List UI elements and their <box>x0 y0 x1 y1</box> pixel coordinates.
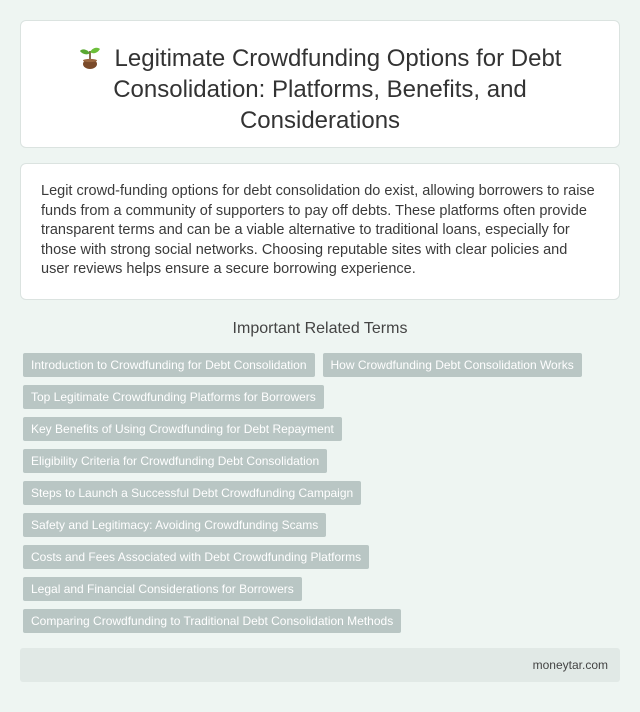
tag-row <box>23 577 623 601</box>
related-terms-heading: Important Related Terms <box>232 320 408 337</box>
related-term-tag[interactable]: Key Benefits of Using Crowdfunding for Debt Repayment <box>23 417 342 441</box>
related-term-tag[interactable]: Introduction to Crowdfunding for Debt Consolidation <box>23 353 315 377</box>
tag-row <box>23 481 623 505</box>
tag-row <box>23 609 623 633</box>
footer <box>20 648 620 682</box>
related-terms-list <box>23 353 623 641</box>
related-term-tag[interactable]: Costs and Fees Associated with Debt Crowdfunding Platforms <box>23 545 369 569</box>
related-term-tag[interactable]: How Crowdfunding Debt Consolidation Works <box>323 353 582 377</box>
related-term-tag[interactable]: Top Legitimate Crowdfunding Platforms for Borrowers <box>23 385 324 409</box>
related-term-tag[interactable]: Legal and Financial Considerations for Borrowers <box>23 577 302 601</box>
page-title <box>51 43 589 136</box>
page-title-text: Legitimate Crowdfunding Options for Debt Consolidation: Platforms, Benefits, and Considerations <box>113 45 562 134</box>
sprout-icon <box>79 45 101 69</box>
related-term-tag[interactable]: Eligibility Criteria for Crowdfunding Debt Consolidation <box>23 449 327 473</box>
tag-row <box>23 385 623 409</box>
tag-row <box>23 545 623 569</box>
footer-site-link[interactable]: moneytar.com <box>532 658 608 672</box>
tag-row <box>23 353 623 377</box>
tag-row <box>23 449 623 473</box>
summary-text: Legit crowd-funding options for debt consolidation do exist, allowing borrowers to raise funds from a community of supporters to pay off debts. These platforms often provide transparent terms and can be a viable alternative to traditional loans, especially for those with strong social networks. Choosing reputable sites with clear policies and user reviews helps ensure a secure borrowing experience. <box>41 183 595 278</box>
related-term-tag[interactable]: Safety and Legitimacy: Avoiding Crowdfunding Scams <box>23 513 326 537</box>
tag-row <box>23 513 623 537</box>
title-card <box>20 20 620 148</box>
related-term-tag[interactable]: Steps to Launch a Successful Debt Crowdfunding Campaign <box>23 481 361 505</box>
summary-card <box>20 163 620 300</box>
tag-row <box>23 417 623 441</box>
related-term-tag[interactable]: Comparing Crowdfunding to Traditional Debt Consolidation Methods <box>23 609 401 633</box>
